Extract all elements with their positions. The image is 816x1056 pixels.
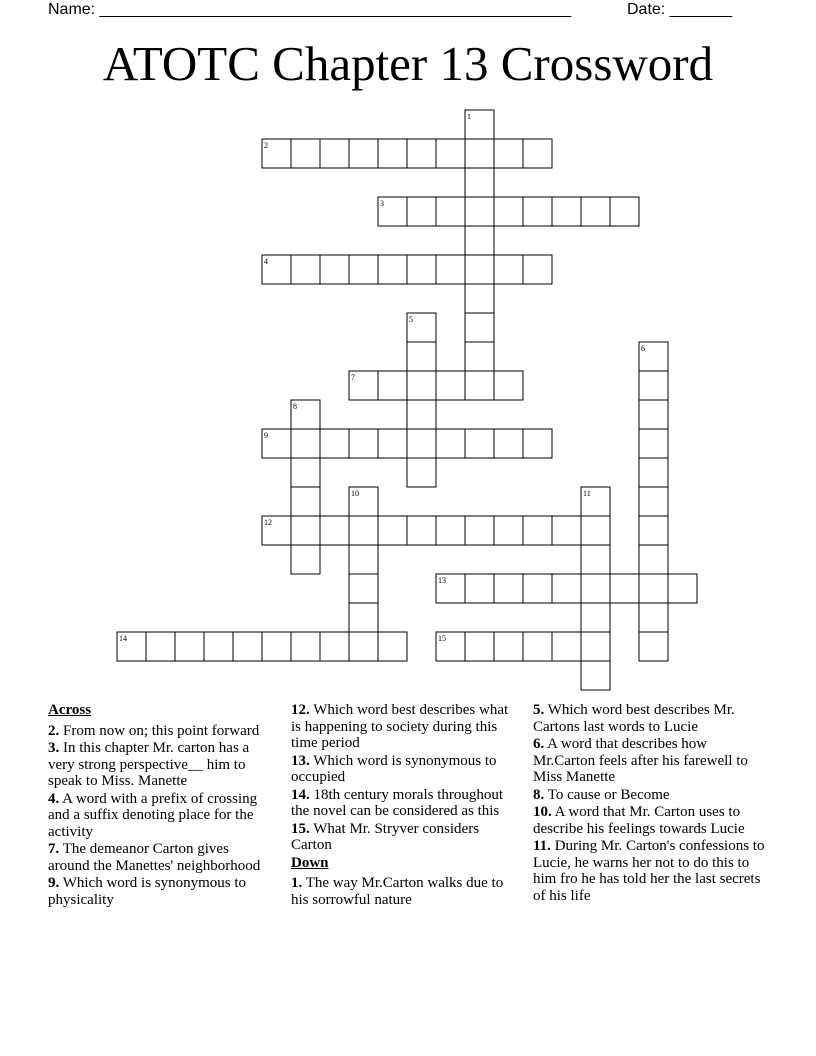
grid-cell[interactable] [552,632,581,661]
grid-cell[interactable] [436,574,465,603]
grid-cell[interactable] [465,516,494,545]
grid-cell[interactable] [407,313,436,342]
grid-cell[interactable] [436,255,465,284]
grid-cell[interactable] [262,139,291,168]
header [48,0,748,22]
grid-cell[interactable] [349,371,378,400]
grid-cell[interactable] [407,139,436,168]
grid-cell[interactable] [581,516,610,545]
grid-cell[interactable] [407,458,436,487]
grid-cell[interactable] [581,574,610,603]
grid-cell[interactable] [262,255,291,284]
grid-cell[interactable] [465,574,494,603]
clue-across-3: 3. In this chapter Mr. carton has a very strong perspective__ him to speak to Miss. Manette [48,740,250,789]
grid-cell[interactable] [291,516,320,545]
clue-down-8: 8. To cause or Become [533,786,670,803]
clue-number-label: 10 [351,489,359,498]
grid-cell[interactable] [117,632,146,661]
grid-cell[interactable] [349,139,378,168]
grid-cell[interactable] [552,197,581,226]
grid-cell[interactable] [291,487,320,516]
grid-cell[interactable] [349,429,378,458]
grid-cell[interactable] [320,139,349,168]
grid-cell[interactable] [378,632,407,661]
clue-number-label: 8 [293,402,297,411]
clues-column-2 [291,702,517,909]
grid-cell[interactable] [291,545,320,574]
grid-cell[interactable] [639,545,668,574]
grid-cell[interactable] [407,197,436,226]
grid-cell[interactable] [610,197,639,226]
grid-cell[interactable] [291,632,320,661]
grid-cell[interactable] [639,487,668,516]
grid-cell[interactable] [407,255,436,284]
grid-cell[interactable] [349,487,378,516]
down-heading: Down [291,854,329,871]
grid-cell[interactable] [436,371,465,400]
grid-cell[interactable] [494,632,523,661]
grid-cell[interactable] [494,197,523,226]
grid-cell[interactable] [407,342,436,371]
clue-across-7: 7. The demeanor Carton gives around the Manettes' neighborhood [48,841,261,874]
grid-cell[interactable] [494,516,523,545]
clues-column-3 [533,702,765,905]
grid-cell[interactable] [320,516,349,545]
grid-cell[interactable] [465,197,494,226]
grid-cell[interactable] [436,139,465,168]
grid-cell[interactable] [581,197,610,226]
grid-cell[interactable] [581,632,610,661]
grid-cell[interactable] [523,429,552,458]
grid-cell[interactable] [465,139,494,168]
grid-cell[interactable] [436,429,465,458]
grid-cell[interactable] [349,574,378,603]
grid-cell[interactable] [349,603,378,632]
clue-across-2: 2. From now on; this point forward [48,722,260,739]
grid-cell[interactable] [494,255,523,284]
name-field[interactable]: Name: _____________________________________________________ [48,1,572,18]
grid-cell[interactable] [610,574,639,603]
clue-number-label: 2 [264,141,268,150]
grid-cell[interactable] [465,429,494,458]
grid-cell[interactable] [465,168,494,197]
clue-number-label: 4 [264,257,268,266]
clue-across-4: 4. A word with a prefix of crossing and a suffix denoting place for the activity [48,790,258,840]
grid-cell[interactable] [262,632,291,661]
grid-cell[interactable] [581,545,610,574]
clue-across-14: 14. 18th century morals throughout the novel can be considered as this [291,786,504,819]
clue-down-6: 6. A word that describes how Mr.Carton feels after his farewell to Miss Manette [533,736,748,785]
grid-cell[interactable] [668,574,697,603]
grid-cell[interactable] [523,255,552,284]
grid-cell[interactable] [378,429,407,458]
grid-cell[interactable] [494,574,523,603]
grid-cell[interactable] [523,574,552,603]
clue-number-label: 11 [583,489,591,498]
grid-cell[interactable] [233,632,262,661]
clue-number-label: 13 [438,576,446,585]
grid-cell[interactable] [639,458,668,487]
grid-cell[interactable] [262,429,291,458]
grid-cell[interactable] [494,139,523,168]
grid-cell[interactable] [291,139,320,168]
grid-cell[interactable] [349,516,378,545]
grid-cell[interactable] [407,400,436,429]
grid-cell[interactable] [291,458,320,487]
clue-number-label: 7 [351,373,355,382]
clue-number-label: 1 [467,112,471,121]
grid-cell[interactable] [320,255,349,284]
grid-cell[interactable] [175,632,204,661]
grid-cell[interactable] [639,632,668,661]
grid-cell[interactable] [407,429,436,458]
grid-cell[interactable] [465,255,494,284]
grid-cell[interactable] [407,516,436,545]
grid-cell[interactable] [639,342,668,371]
grid-cell[interactable] [146,632,175,661]
grid-cell[interactable] [291,255,320,284]
grid-cell[interactable] [465,342,494,371]
grid-cell[interactable] [581,661,610,690]
clue-number-label: 12 [264,518,272,527]
grid-cell[interactable] [465,313,494,342]
grid-cell[interactable] [581,603,610,632]
grid-cell[interactable] [639,574,668,603]
grid-cell[interactable] [639,516,668,545]
clue-across-13: 13. Which word is synonymous to occupied [291,752,497,785]
clue-number-label: 3 [380,199,384,208]
grid-cell[interactable] [523,516,552,545]
grid-cell[interactable] [378,516,407,545]
clue-number-label: 15 [438,634,446,643]
grid-cell[interactable] [523,197,552,226]
grid-cell[interactable] [320,429,349,458]
grid-cell[interactable] [436,197,465,226]
grid-cell[interactable] [639,603,668,632]
grid-cell[interactable] [378,139,407,168]
grid-cell[interactable] [291,429,320,458]
clue-down-11: 11. During Mr. Carton's confessions to Lucie, he warns her not to do this to him fro he has told her the last secrets of his life [533,838,765,904]
clue-down-1: 1. The way Mr.Carton walks due to his sorrowful nature [291,875,504,908]
grid-cell[interactable] [581,487,610,516]
grid-cell[interactable] [494,429,523,458]
clue-number-label: 14 [119,634,127,643]
grid-cell[interactable] [465,632,494,661]
clues-column-1 [48,702,270,909]
clue-down-5: 5. Which word best describes Mr. Cartons last words to Lucie [533,702,735,735]
grid-cell[interactable] [552,574,581,603]
grid-cell[interactable] [552,516,581,545]
clue-number-label: 5 [409,315,413,324]
grid-cell[interactable] [639,429,668,458]
grid-cell[interactable] [465,371,494,400]
grid-cell[interactable] [436,632,465,661]
grid-cell[interactable] [465,284,494,313]
grid-cell[interactable] [378,197,407,226]
grid-cell[interactable] [291,400,320,429]
grid-cell[interactable] [639,371,668,400]
grid-cell[interactable] [639,400,668,429]
grid-cell[interactable] [378,371,407,400]
grid-cell[interactable] [494,371,523,400]
grid-cell[interactable] [349,545,378,574]
clue-across-9: 9. Which word is synonymous to physicality [48,875,247,908]
clue-down-10: 10. A word that Mr. Carton uses to describe his feelings towards Lucie [533,804,745,837]
grid-cell[interactable] [378,255,407,284]
across-heading: Across [48,702,92,718]
grid-cell[interactable] [320,632,349,661]
grid-cell[interactable] [436,516,465,545]
grid-cell[interactable] [465,110,494,139]
clue-number-label: 9 [264,431,268,440]
grid-cell[interactable] [204,632,233,661]
grid-cell[interactable] [349,255,378,284]
clue-number-label: 6 [641,344,645,353]
date-field[interactable]: Date: _______ [627,1,732,18]
grid-cell[interactable] [407,371,436,400]
grid-cell[interactable] [523,632,552,661]
grid-cell[interactable] [349,632,378,661]
grid-cell[interactable] [465,226,494,255]
page-title: ATOTC Chapter 13 Crossword [102,36,714,91]
grid-cell[interactable] [262,516,291,545]
clue-across-15: 15. What Mr. Stryver considers Carton [291,820,480,853]
grid-cell[interactable] [523,139,552,168]
clue-across-12: 12. Which word best describes what is happening to society during this time period [291,702,509,751]
